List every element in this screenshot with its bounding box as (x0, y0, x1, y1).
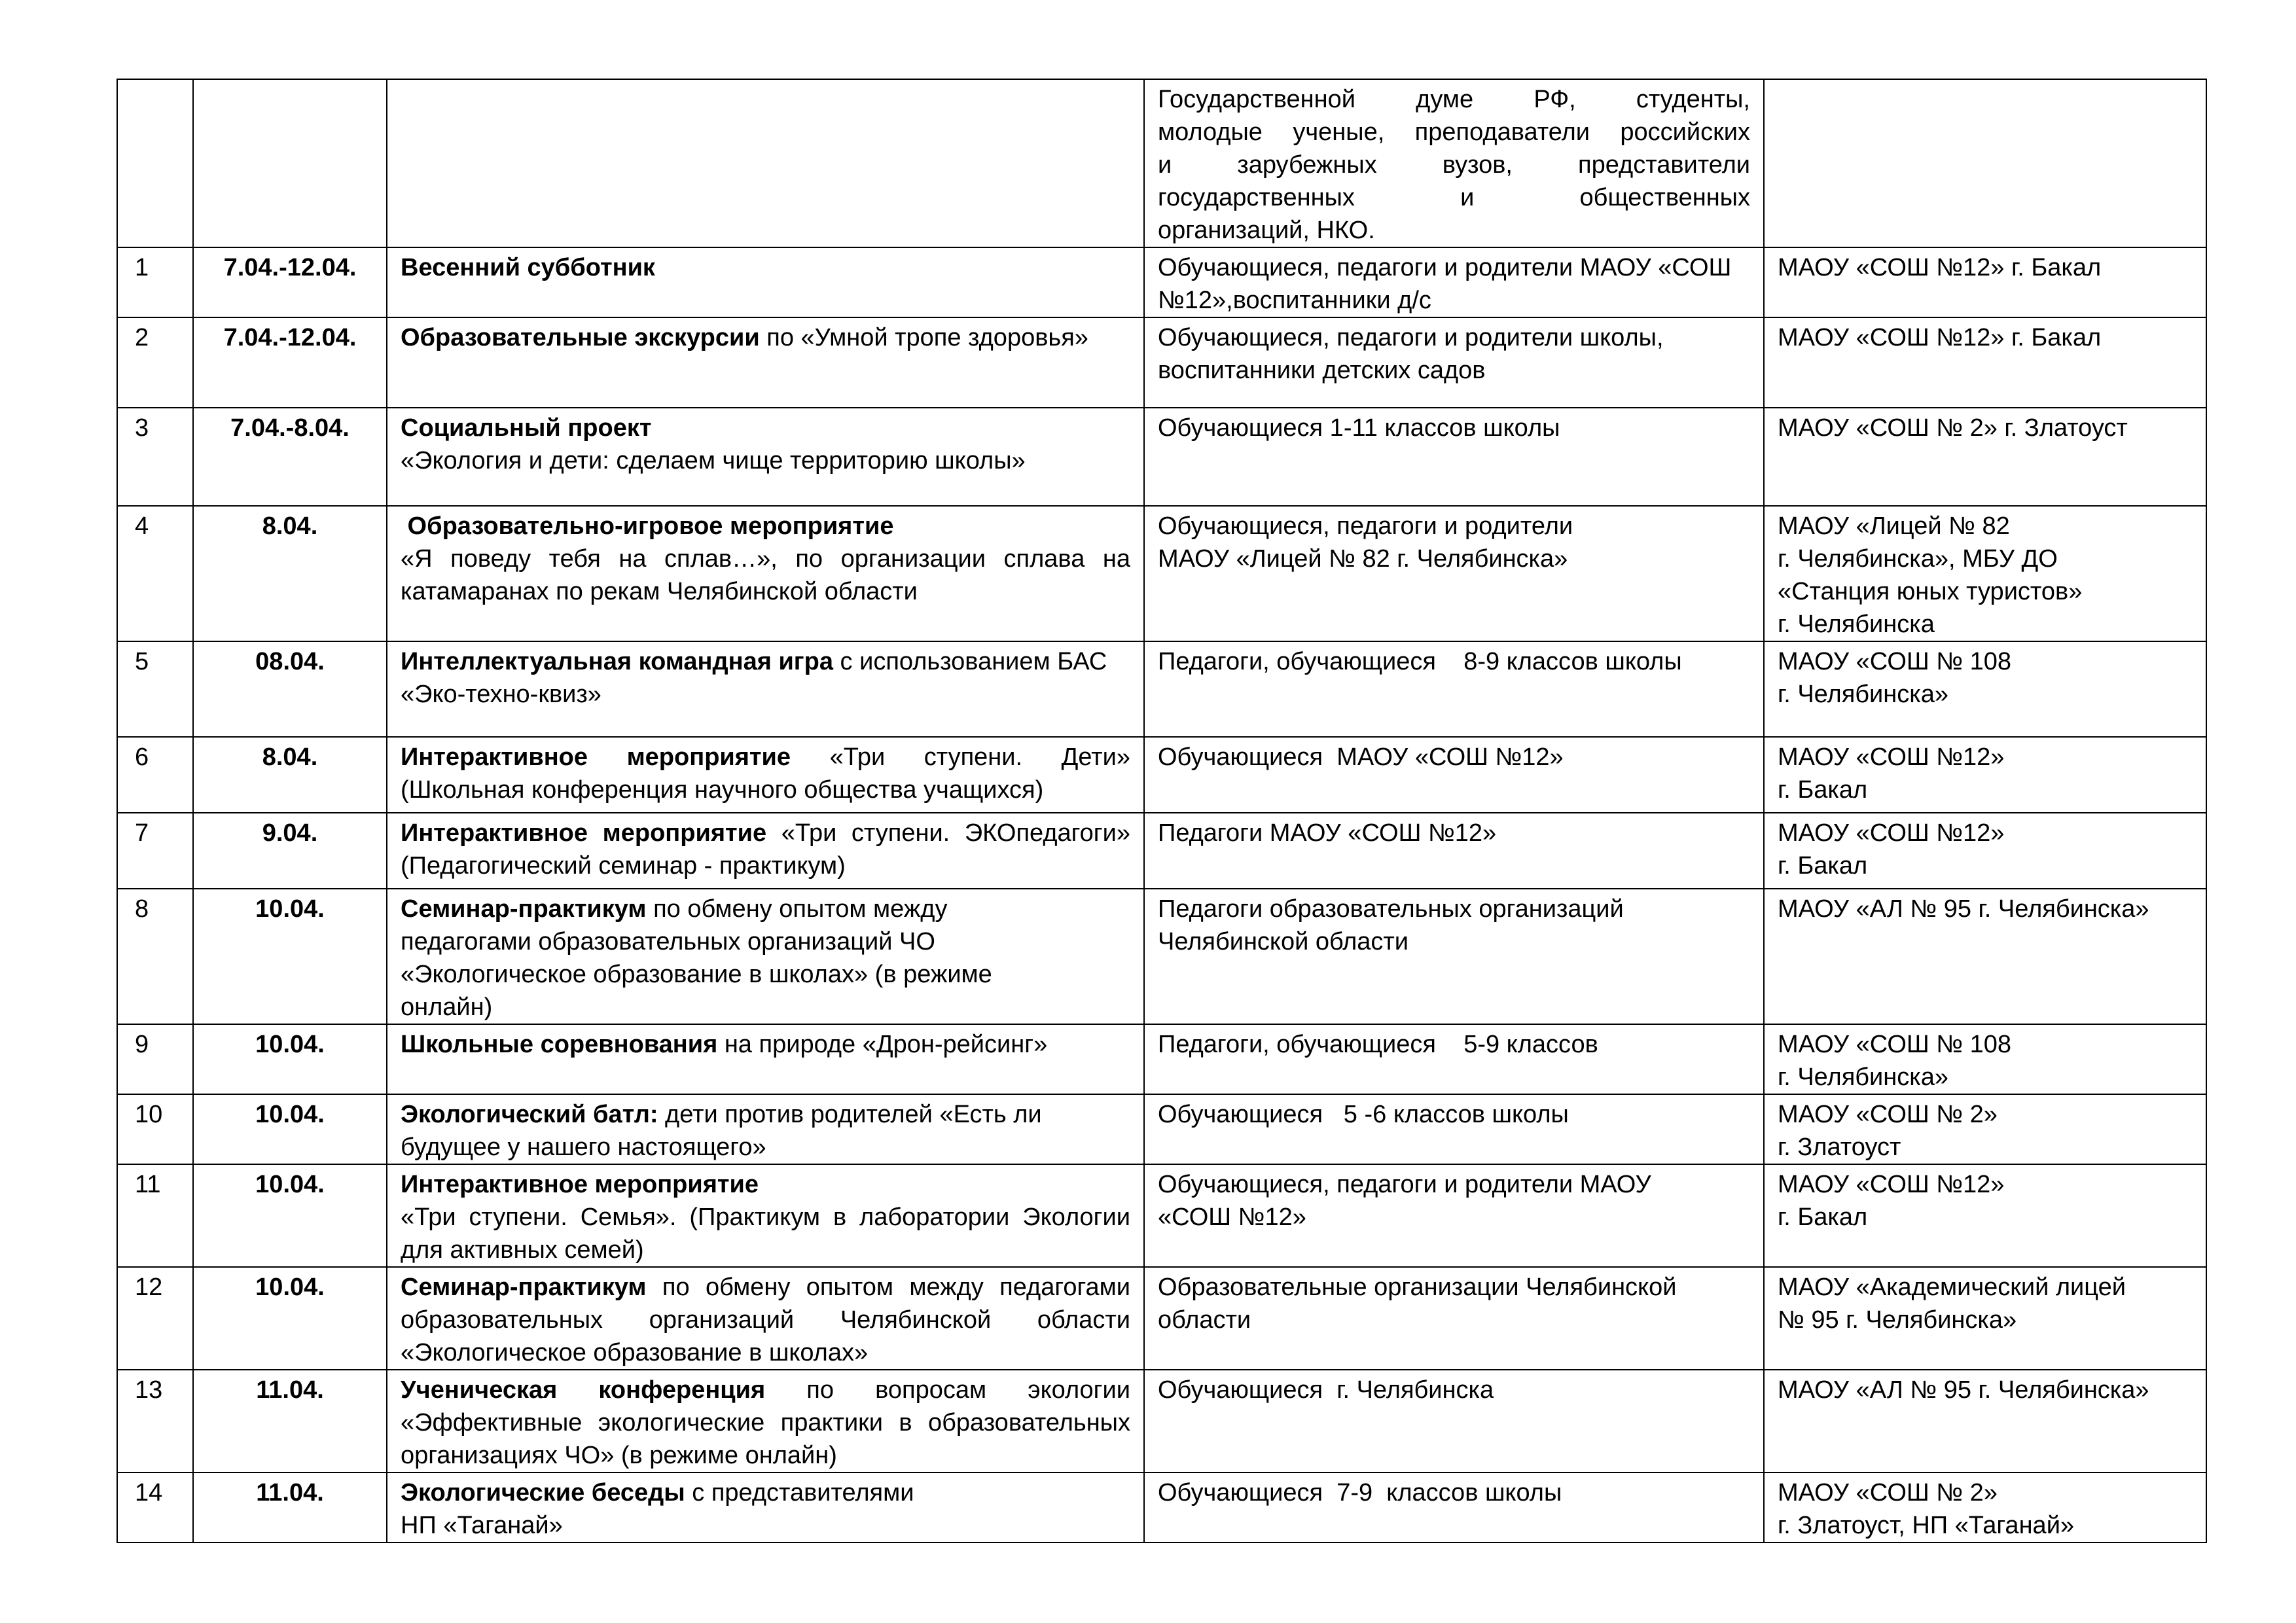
event-title: Интерактивное мероприятие (401, 1171, 759, 1198)
event-title: Экологические беседы (401, 1479, 685, 1507)
cell-date: 10.04. (193, 1024, 387, 1094)
table-row (117, 813, 2206, 889)
cell-organizer: МАОУ «СОШ №12» г. Бакал (1764, 317, 2206, 408)
cell-participants: Обучающиеся 7-9 классов школы (1144, 1472, 1764, 1543)
event-description: по вопросам экологии «Эффективные экологические практики в образовательных организациях ЧО» (в режиме онлайн) (401, 1376, 1130, 1469)
cell-event (387, 737, 1144, 813)
event-description-line: педагогами образовательных организаций ЧО (401, 928, 935, 955)
event-title: Семинар-практикум (401, 895, 647, 923)
cell-organizer (1764, 813, 2206, 889)
cell-organizer: МАОУ «АЛ № 95 г. Челябинска» (1764, 889, 2206, 1024)
organizer-line: МАОУ «СОШ № 2» (1778, 1101, 1998, 1128)
table-row (117, 1164, 2206, 1267)
event-description: по обмену опытом между (646, 895, 948, 923)
cell-num: 3 (117, 408, 193, 506)
event-description-line: онлайн) (401, 993, 493, 1021)
cell-organizer (1764, 79, 2206, 247)
organizer-line: г. Бакал (1778, 776, 1868, 804)
participants-line: Государственной думе РФ, студенты, (1158, 86, 1750, 113)
cell-num (117, 79, 193, 247)
event-description: «Три ступени. ЭКОпедагоги» (Педагогический семинар - практикум) (401, 819, 1131, 880)
event-description: «Три ступени. Дети» (Школьная конференция научного общества учащихся) (401, 743, 1130, 804)
cell-organizer: МАОУ «СОШ № 2» г. Златоуст (1764, 408, 2206, 506)
cell-organizer: МАОУ «СОШ №12» г. Бакал (1764, 247, 2206, 317)
table-row (117, 317, 2206, 408)
participants-line: области (1158, 1306, 1251, 1334)
cell-participants: Обучающиеся, педагоги и родители МАОУ «СОШ №12»,воспитанники д/с (1144, 247, 1764, 317)
table-row (117, 408, 2206, 506)
table-row (117, 1472, 2206, 1543)
organizer-line: г. Бакал (1778, 852, 1868, 880)
cell-organizer (1764, 1472, 2206, 1543)
cell-event (387, 1164, 1144, 1267)
event-description-line: «Экологическое образование в школах» (в режиме (401, 961, 992, 988)
events-table (117, 79, 2207, 1543)
cell-organizer (1764, 641, 2206, 737)
participants-line: Обучающиеся, педагоги и родители (1158, 512, 1573, 540)
event-description-line: будущее у нашего настоящего» (401, 1133, 766, 1161)
cell-participants (1144, 1164, 1764, 1267)
cell-date: 8.04. (193, 506, 387, 641)
cell-organizer (1764, 1024, 2206, 1094)
event-title: Семинар-практикум (401, 1274, 647, 1301)
cell-date: 10.04. (193, 1267, 387, 1370)
event-description: по «Умной тропе здоровья» (759, 324, 1088, 351)
cell-participants: Обучающиеся МАОУ «СОШ №12» (1144, 737, 1764, 813)
cell-organizer (1764, 1267, 2206, 1370)
cell-date: 7.04.-12.04. (193, 317, 387, 408)
organizer-line: г. Златоуст (1778, 1133, 1901, 1161)
cell-event (387, 317, 1144, 408)
cell-date: 10.04. (193, 1164, 387, 1267)
cell-num: 9 (117, 1024, 193, 1094)
table-row (117, 1024, 2206, 1094)
participants-line: Педагоги образовательных организаций (1158, 895, 1624, 923)
organizer-line: МАОУ «Лицей № 82 (1778, 512, 2010, 540)
cell-participants: Обучающиеся 5 -6 классов школы (1144, 1094, 1764, 1164)
cell-event (387, 1024, 1144, 1094)
event-title: Образовательно-игровое мероприятие (401, 512, 894, 540)
cell-organizer (1764, 1164, 2206, 1267)
cell-event (387, 79, 1144, 247)
organizer-line: г. Челябинска» (1778, 681, 1948, 708)
cell-participants (1144, 1267, 1764, 1370)
cell-participants: Педагоги, обучающиеся 8-9 классов школы (1144, 641, 1764, 737)
organizer-line: «Станция юных туристов» (1778, 578, 2083, 605)
organizer-line: МАОУ «СОШ №12» (1778, 819, 2005, 847)
cell-organizer: МАОУ «АЛ № 95 г. Челябинска» (1764, 1370, 2206, 1472)
table-row (117, 737, 2206, 813)
cell-num: 4 (117, 506, 193, 641)
organizer-line: МАОУ «СОШ №12» (1778, 743, 2005, 771)
cell-date: 11.04. (193, 1370, 387, 1472)
event-title: Весенний субботник (401, 254, 655, 281)
cell-num: 8 (117, 889, 193, 1024)
table-row (117, 889, 2206, 1024)
cell-participants: Обучающиеся, педагоги и родители школы, воспитанники детских садов (1144, 317, 1764, 408)
participants-line: Образовательные организации Челябинской (1158, 1274, 1677, 1301)
cell-event (387, 1370, 1144, 1472)
event-title: Экологический батл: (401, 1101, 658, 1128)
cell-organizer (1764, 1094, 2206, 1164)
cell-num: 2 (117, 317, 193, 408)
organizer-line: МАОУ «Академический лицей (1778, 1274, 2126, 1301)
cell-event (387, 813, 1144, 889)
event-title: Школьные соревнования (401, 1031, 718, 1058)
cell-date (193, 79, 387, 247)
cell-organizer (1764, 737, 2206, 813)
organizer-line: г. Златоуст, НП «Таганай» (1778, 1512, 2075, 1539)
cell-date: 7.04.-8.04. (193, 408, 387, 506)
cell-participants (1144, 79, 1764, 247)
organizer-line: МАОУ «СОШ № 108 (1778, 1031, 2011, 1058)
event-description: на природе «Дрон-рейсинг» (717, 1031, 1048, 1058)
event-description: с использованием БАС «Эко-техно-квиз» (401, 648, 1107, 708)
event-description: «Три ступени. Семья». (Практикум в лаборатории Экологии для активных семей) (401, 1204, 1130, 1264)
cell-event (387, 641, 1144, 737)
cell-participants: Педагоги МАОУ «СОШ №12» (1144, 813, 1764, 889)
cell-participants: Обучающиеся 1-11 классов школы (1144, 408, 1764, 506)
cell-num: 13 (117, 1370, 193, 1472)
participants-line: и зарубежных вузов, представители (1158, 151, 1750, 179)
cell-event (387, 247, 1144, 317)
cell-date: 8.04. (193, 737, 387, 813)
participants-line: Челябинской области (1158, 928, 1409, 955)
table-row (117, 1094, 2206, 1164)
event-title: Образовательные экскурсии (401, 324, 760, 351)
cell-date: 10.04. (193, 1094, 387, 1164)
table-row (117, 1370, 2206, 1472)
participants-line: МАОУ «Лицей № 82 г. Челябинска» (1158, 545, 1568, 573)
cell-num: 10 (117, 1094, 193, 1164)
cell-event (387, 506, 1144, 641)
cell-participants (1144, 889, 1764, 1024)
organizer-line: № 95 г. Челябинска» (1778, 1306, 2017, 1334)
cell-num: 14 (117, 1472, 193, 1543)
cell-participants (1144, 506, 1764, 641)
cell-num: 1 (117, 247, 193, 317)
table-row-continuation (117, 79, 2206, 247)
cell-date: 08.04. (193, 641, 387, 737)
cell-num: 6 (117, 737, 193, 813)
cell-date: 7.04.-12.04. (193, 247, 387, 317)
participants-line: организаций, НКО. (1158, 217, 1375, 244)
cell-num: 7 (117, 813, 193, 889)
table-row (117, 506, 2206, 641)
event-description: дети против родителей «Есть ли (658, 1101, 1042, 1128)
cell-date: 9.04. (193, 813, 387, 889)
table-row (117, 641, 2206, 737)
participants-line: «СОШ №12» (1158, 1204, 1306, 1231)
table-row (117, 1267, 2206, 1370)
cell-participants: Обучающиеся г. Челябинска (1144, 1370, 1764, 1472)
organizer-line: г. Бакал (1778, 1204, 1868, 1231)
event-description-line: НП «Таганай» (401, 1512, 563, 1539)
cell-event (387, 1267, 1144, 1370)
event-title: Интеллектуальная командная игра (401, 648, 833, 675)
organizer-line: МАОУ «СОШ №12» (1778, 1171, 2005, 1198)
event-description: «Я поведу тебя на сплав…», по организации сплава на катамаранах по рекам Челябинской области (401, 545, 1130, 605)
cell-date: 11.04. (193, 1472, 387, 1543)
event-description: «Экология и дети: сделаем чище территорию школы» (401, 447, 1026, 474)
participants-line: государственных и общественных (1158, 184, 1750, 211)
event-description: с представителями (685, 1479, 914, 1507)
organizer-line: г. Челябинска (1778, 611, 1935, 638)
cell-num: 12 (117, 1267, 193, 1370)
table-row (117, 247, 2206, 317)
cell-event (387, 889, 1144, 1024)
organizer-line: г. Челябинска» (1778, 1063, 1948, 1091)
event-title: Социальный проект (401, 414, 652, 442)
participants-line: Обучающиеся, педагоги и родители МАОУ (1158, 1171, 1651, 1198)
participants-line: молодые ученые, преподаватели российских (1158, 118, 1750, 146)
cell-event (387, 408, 1144, 506)
organizer-line: МАОУ «СОШ № 108 (1778, 648, 2011, 675)
cell-date: 10.04. (193, 889, 387, 1024)
organizer-line: МАОУ «СОШ № 2» (1778, 1479, 1998, 1507)
event-title: Ученическая конференция (401, 1376, 766, 1404)
cell-num: 11 (117, 1164, 193, 1267)
event-title: Интерактивное мероприятие (401, 819, 767, 847)
event-description: по обмену опытом между педагогами образовательных организаций Челябинской области «Экологическое образование в школах» (401, 1274, 1130, 1366)
cell-num: 5 (117, 641, 193, 737)
cell-organizer (1764, 506, 2206, 641)
event-title: Интерактивное мероприятие (401, 743, 791, 771)
cell-event (387, 1472, 1144, 1543)
organizer-line: г. Челябинска», МБУ ДО (1778, 545, 2058, 573)
cell-event (387, 1094, 1144, 1164)
cell-participants: Педагоги, обучающиеся 5-9 классов (1144, 1024, 1764, 1094)
